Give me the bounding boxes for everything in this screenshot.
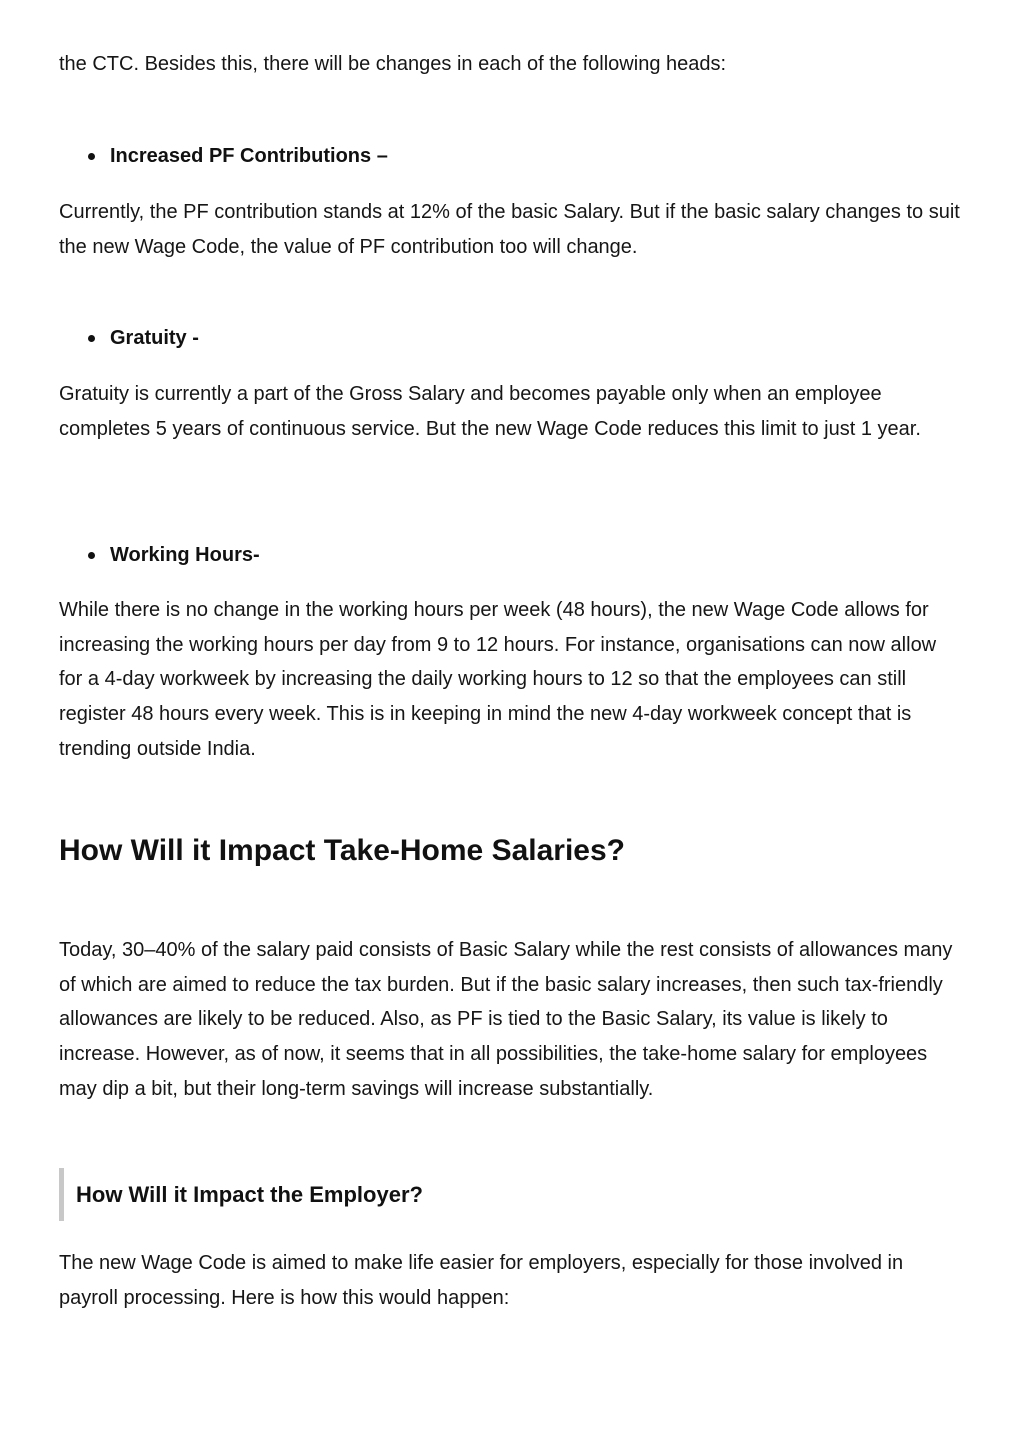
take-home-heading: How Will it Impact Take-Home Salaries? <box>59 834 625 867</box>
take-home-paragraph: Today, 30–40% of the salary paid consists of Basic Salary while the rest consists of allowances many of which are aimed to reduce the tax burden. But if the basic salary increases, then such tax-friendly allowances are likely to be reduced. Also, as PF is tied to the Basic Salary, its value is likely to increase. However, as of now, it seems that in all possibilities, the take-home salary for employees may dip a bit, but their long-term savings will increase substantially. <box>59 939 953 1100</box>
employer-heading-block <box>59 1168 965 1221</box>
heading-accent-bar <box>59 1168 64 1221</box>
working-hours-paragraph: While there is no change in the working hours per week (48 hours), the new Wage Code allows for increasing the working hours per day from 9 to 12 hours. For instance, organisations can now allow for a 4-day workweek by increasing the daily working hours to 12 so that the employees can still register 48 hours every week. This is in keeping in mind the new 4-day workweek concept that is trending outside India. <box>59 599 937 760</box>
intro-paragraph: the CTC. Besides this, there will be changes in each of the following heads: <box>59 53 727 75</box>
bullet-icon <box>88 153 95 160</box>
employer-paragraph: The new Wage Code is aimed to make life easier for employers, especially for those involved in payroll processing. Here is how this would happen: <box>59 1252 904 1309</box>
gratuity-paragraph: Gratuity is currently a part of the Gross Salary and becomes payable only when an employee completes 5 years of continuous service. But the new Wage Code reduces this limit to just 1 year. <box>59 383 921 440</box>
pf-contributions-heading: Increased PF Contributions – <box>110 145 388 167</box>
employer-heading: How Will it Impact the Employer? <box>76 1182 423 1207</box>
working-hours-heading: Working Hours- <box>110 544 260 566</box>
bullet-icon <box>88 552 95 559</box>
pf-contributions-paragraph: Currently, the PF contribution stands at 12% of the basic Salary. But if the basic salary changes to suit the new Wage Code, the value of PF contribution too will change. <box>59 201 960 258</box>
bullet-icon <box>88 335 95 342</box>
gratuity-heading: Gratuity - <box>110 327 199 349</box>
